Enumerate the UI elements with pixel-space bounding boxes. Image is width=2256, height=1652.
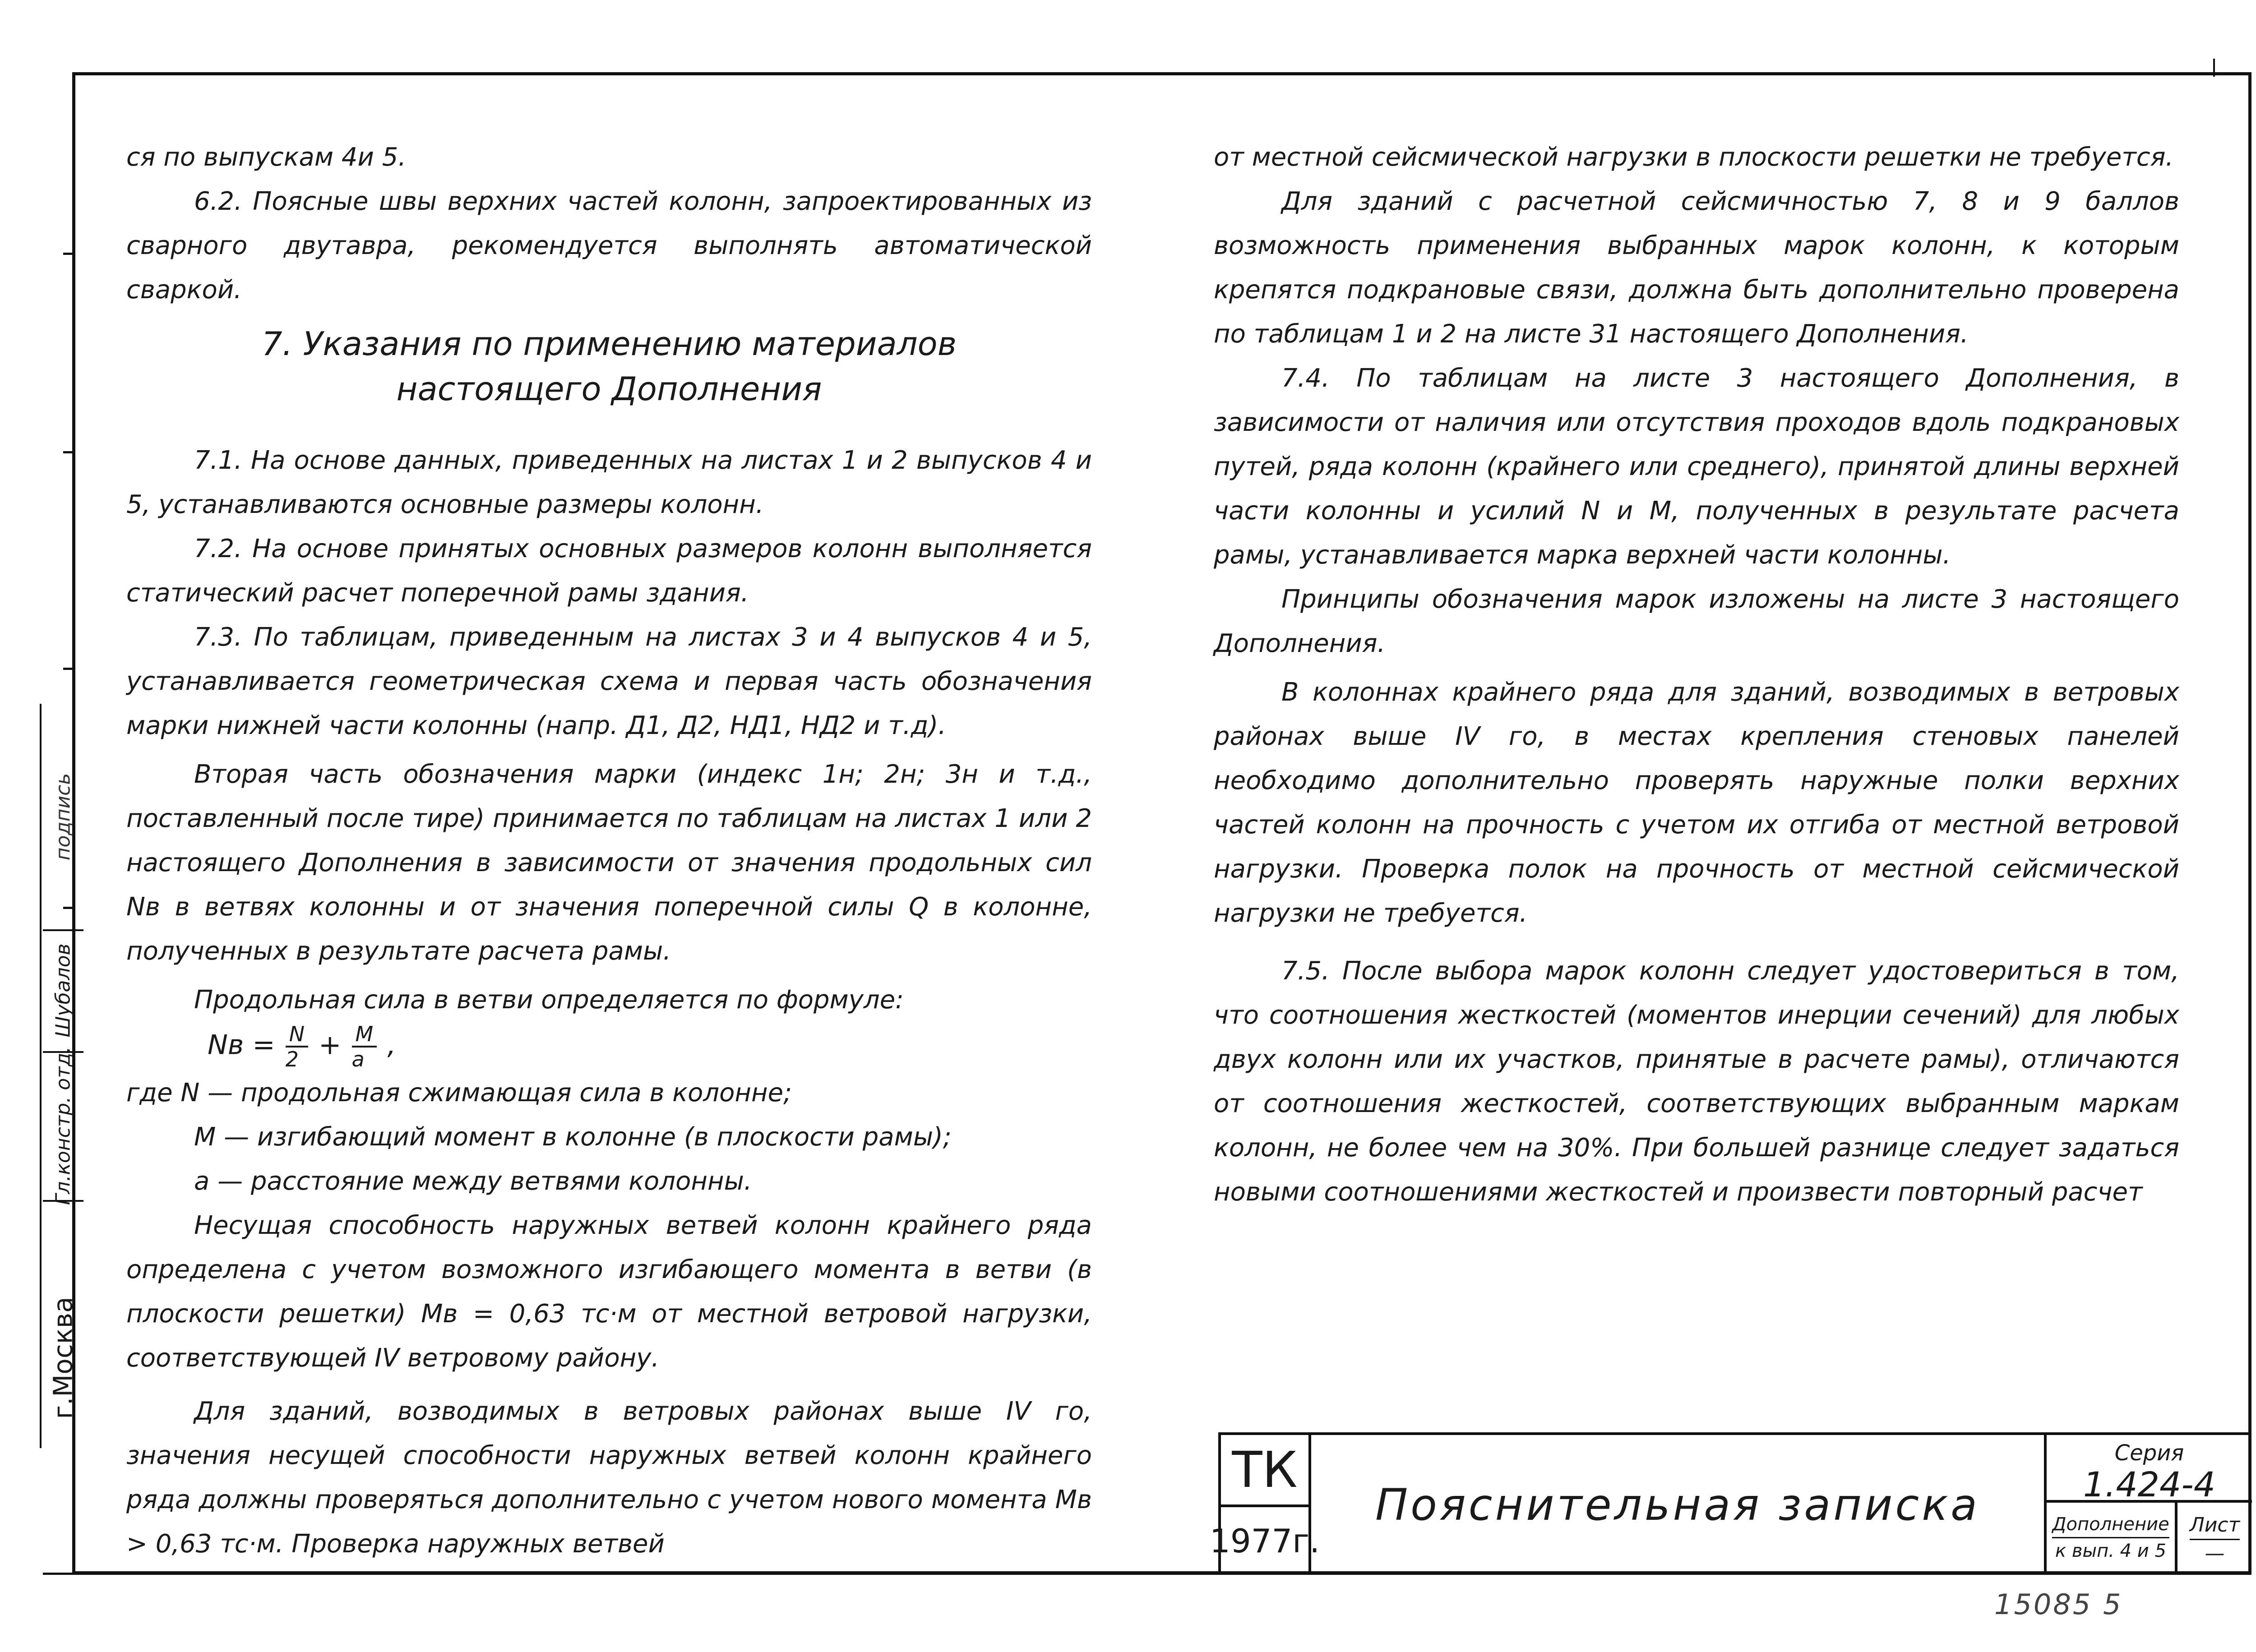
formula-lhs: Nв = <box>208 1029 275 1061</box>
stamp-signature: подпись <box>51 773 75 860</box>
supplement-value: к вып. 4 и 5 <box>2055 1541 2166 1561</box>
where-n: где N — продольная сжимающая сила в колонне; <box>126 1078 792 1107</box>
title-block-org: ТК <box>1221 1435 1311 1507</box>
continuation-line: ся по выпускам 4и 5. <box>126 143 407 172</box>
formula-plus: + <box>319 1029 342 1061</box>
stamp-role-cell <box>43 1046 83 1205</box>
margin-stamp <box>43 704 83 1448</box>
stamp-city-cell <box>43 1268 83 1448</box>
series-value: 1.424-4 <box>2083 1464 2216 1504</box>
margin-tick-2 <box>63 451 73 453</box>
margin-tick-1 <box>63 253 73 255</box>
formula <box>208 1022 1092 1071</box>
paragraph-outer-columns: В колоннах крайнего ряда для зданий, возводимых в ветровых районах выше IV го, в местах крепления стеновых панелей необходимо дополнительно проверять наружные полки верхних частей колонн на прочность с учетом их отгиба от местной ветровой нагрузки. Проверка полок на прочность от местной сейсмической нагрузки не требуется. <box>1214 678 2179 928</box>
heading-line-1: 7. Указания по применению материалов <box>261 325 957 363</box>
title-block-supplement <box>2047 1503 2177 1575</box>
stamp-name: Шубалов <box>51 943 75 1038</box>
fraction-n-over-2 <box>286 1022 308 1071</box>
paragraph-second-part: Вторая часть обозначения марки (индекс 1н; 2н; 3н и т.д., поставленный после тире) принимается по таблицам на листах 1 или 2 настоящего Дополнения в зависимости от значения продольных сил Nв в ветвях колонны и от значения поперечной силы Q в колонне, полученных в результате расчета рамы. <box>126 760 1092 966</box>
title-block-series <box>2047 1435 2252 1503</box>
title-block-sheet <box>2177 1503 2252 1575</box>
heading-line-2: настоящего Дополнения <box>396 370 822 408</box>
margin-tick-4 <box>63 907 73 909</box>
series-label: Серия <box>2114 1440 2184 1466</box>
stamp-line <box>40 704 42 1448</box>
left-column <box>126 135 1092 1566</box>
fraction-numerator-m: M <box>352 1022 377 1047</box>
where-a: a — расстояние между ветвями колонны. <box>194 1167 752 1196</box>
stamp-city: г.Москва <box>48 1297 79 1419</box>
paragraph-capacity: Несущая способность наружных ветвей колонн крайнего ряда определена с учетом возможного изгибающего момента в ветви (в плоскости решетки) Мв = 0,63 тс·м от местной ветровой нагрузки, соответствующей IV ветровому району. <box>126 1211 1092 1373</box>
fraction-numerator-n: N <box>286 1022 308 1047</box>
margin-tick-3 <box>63 668 73 670</box>
paragraph-7-1: 7.1. На основе данных, приведенных на листах 1 и 2 выпусков 4 и 5, устанавливаются основные размеры колонн. <box>126 446 1092 519</box>
paragraph-7-4: 7.4. По таблицам на листе 3 настоящего Дополнения, в зависимости от наличия или отсутствия проходов вдоль подкрановых путей, ряда колонн (крайнего или среднего), принятой длины верхней части колонны и усилий N и M, полученных в результате расчета рамы, устанавливается марка верхней части колонны. <box>1214 364 2179 570</box>
paragraph-7-3: 7.3. По таблицам, приведенным на листах 3 и 4 выпусков 4 и 5, устанавливается геометрическая схема и первая часть обозначения марки нижней части колонны (напр. Д1, Д2, НД1, НД2 и т.д). <box>126 623 1092 740</box>
title-block-title: Пояснительная записка <box>1311 1435 2047 1575</box>
formula-intro: Продольная сила в ветви определяется по формуле: <box>194 985 904 1015</box>
fraction-m-over-a <box>352 1022 377 1071</box>
fraction-denominator-a: a <box>351 1047 365 1071</box>
stamp-role: Гл.констр. отд. <box>51 1046 75 1205</box>
paragraph-6-2: 6.2. Поясные швы верхних частей колонн, запроектированных из сварного двутавра, рекомендуется выполнять автоматической сваркой. <box>126 187 1092 305</box>
stamp-signature-cell <box>43 704 83 929</box>
title-block-year: 1977г. <box>1221 1507 1311 1575</box>
right-column <box>1214 135 2179 1214</box>
where-m: M — изгибающий момент в колонне (в плоскости рамы); <box>194 1122 952 1152</box>
inventory-number: 15085 5 <box>1994 1588 2123 1621</box>
sheet-label: Лист <box>2190 1512 2240 1540</box>
fraction-denominator-2: 2 <box>285 1047 299 1071</box>
supplement-label: Дополнение <box>2052 1512 2169 1538</box>
title-block <box>1210 1432 2251 1574</box>
section-heading <box>126 321 1092 411</box>
sheet-value: — <box>2205 1542 2225 1565</box>
stamp-divider-3 <box>43 1200 83 1202</box>
continuation-line-right: от местной сейсмической нагрузки в плоскости решетки не требуется. <box>1214 143 2174 172</box>
formula-end: , <box>387 1029 396 1061</box>
paragraph-7-2: 7.2. На основе принятых основных размеров колонн выполняется статический расчет поперечной рамы здания. <box>126 534 1092 608</box>
paragraph-seismic: Для зданий с расчетной сейсмичностью 7, 8 и 9 баллов возможность применения выбранных марок колонн, к которым крепятся подкрановые связи, должна быть дополнительно проверена по таблицам 1 и 2 на листе 31 настоящего Дополнения. <box>1214 187 2179 349</box>
stamp-name-cell <box>43 929 83 1051</box>
frame-top-tick <box>2213 59 2215 77</box>
paragraph-buildings: Для зданий, возводимых в ветровых районах выше IV го, значения несущей способности наружных ветвей колонн крайнего ряда должны проверяться дополнительно с учетом нового момента Мв > 0,63 тс·м. Проверка наружных ветвей <box>126 1397 1092 1559</box>
paragraph-7-5: 7.5. После выбора марок колонн следует удостовериться в том, что соотношения жесткостей (моментов инерции сечений) для любых двух колонн или их участков, принятые в расчете рамы), отличаются от соотношения жесткостей, соответствующих выбранным маркам колонн, не более чем на 30%. При большей разнице следует задаться новыми соотношениями жесткостей и произвести повторный расчет <box>1214 956 2179 1207</box>
paragraph-principles: Принципы обозначения марок изложены на листе 3 настоящего Дополнения. <box>1214 585 2179 658</box>
